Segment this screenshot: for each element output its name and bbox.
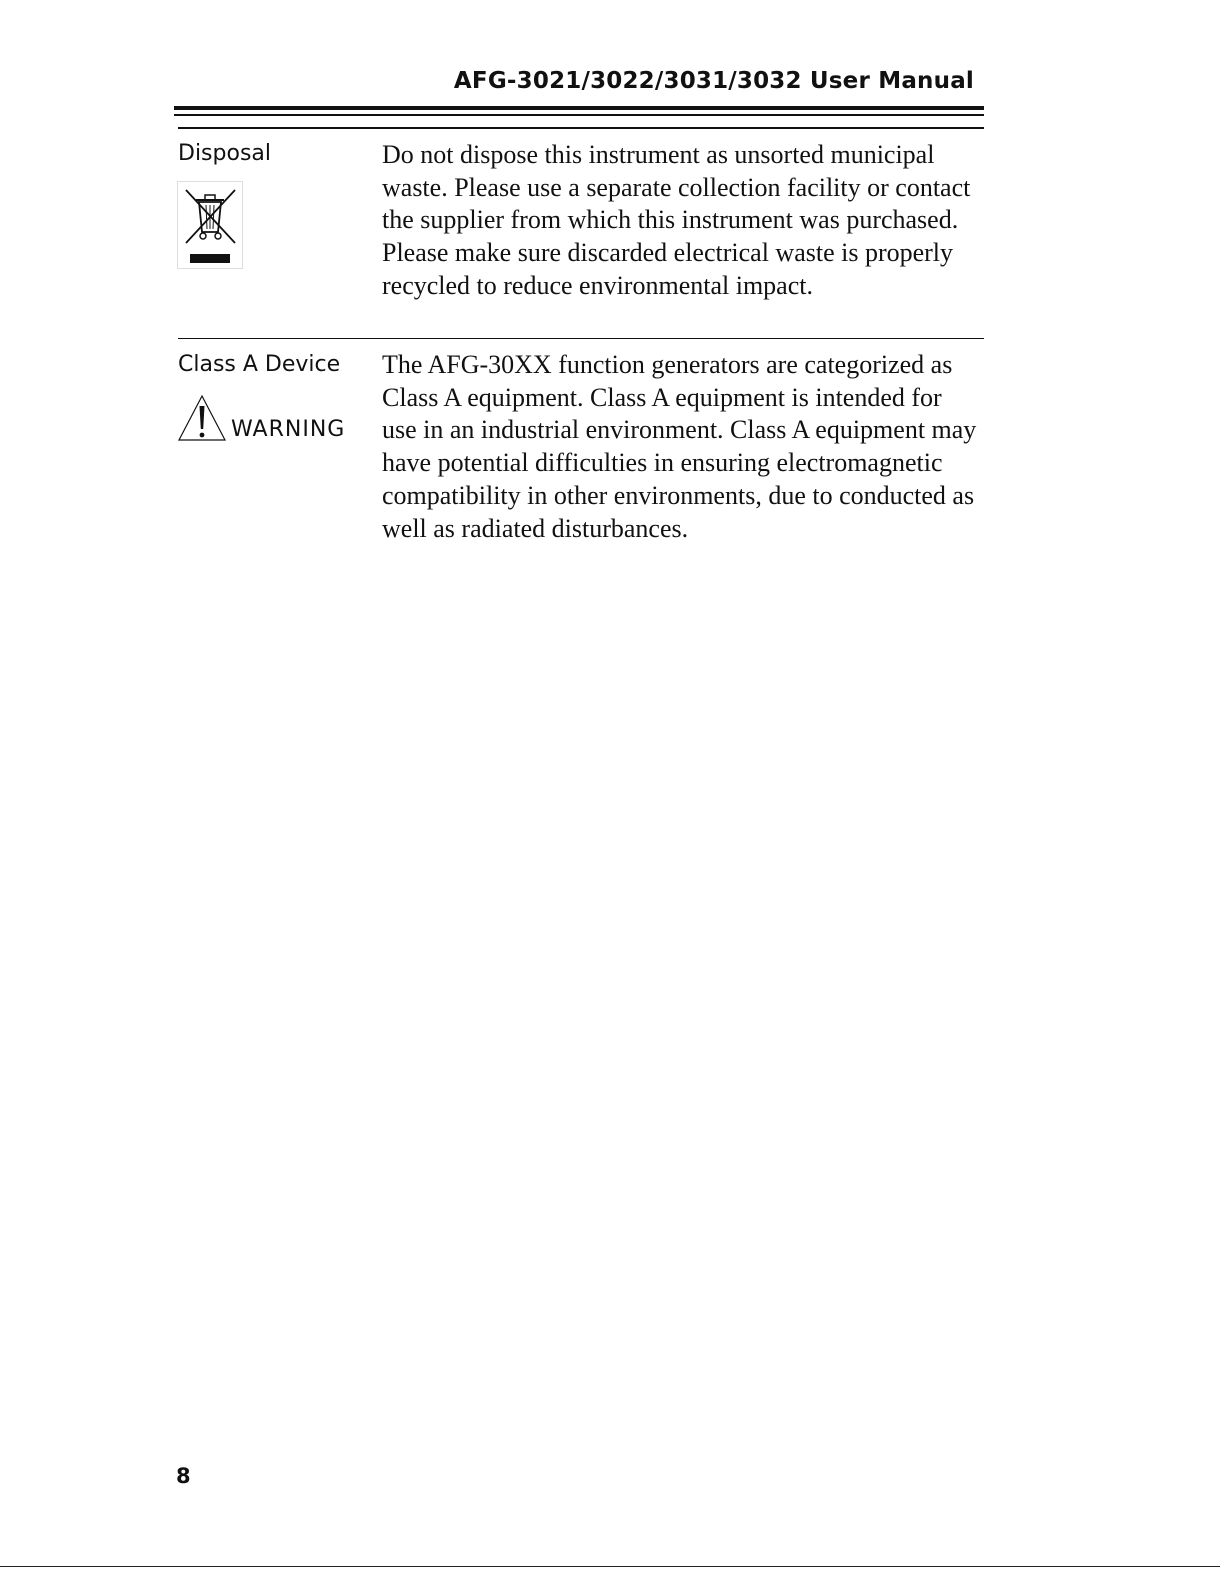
page-number: 8 <box>176 1464 191 1488</box>
warning-block <box>177 392 345 442</box>
table-top-rule <box>178 127 984 129</box>
disposal-text: Do not dispose this instrument as unsorted municipal waste. Please use a separate collection facility or contact the supplier from which this instrument was purchased. Please make sure discarded electrical waste is properly recycled to reduce environmental impact. <box>382 140 971 300</box>
manual-title: AFG-3021/3022/3031/3032 User Manual <box>453 68 974 94</box>
class-a-label: Class A Device <box>178 352 341 377</box>
class-a-text: The AFG-30XX function generators are categorized as Class A equipment. Class A equipment is intended for use in an industrial environment. Class A equipment may have potential difficulties in ensuring electromagnetic compatibility in other environments, due to conducted as well as radiated disturbances. <box>382 350 977 543</box>
table-row-divider <box>178 338 984 339</box>
header-rule-thin <box>174 114 984 116</box>
warning-label: WARNING <box>231 417 346 442</box>
disposal-label: Disposal <box>178 141 271 166</box>
page-bottom-edge <box>0 1566 1220 1567</box>
warning-triangle-icon <box>177 394 227 442</box>
header-rule-thick <box>174 106 984 110</box>
weee-crossed-bin-icon <box>177 181 243 269</box>
